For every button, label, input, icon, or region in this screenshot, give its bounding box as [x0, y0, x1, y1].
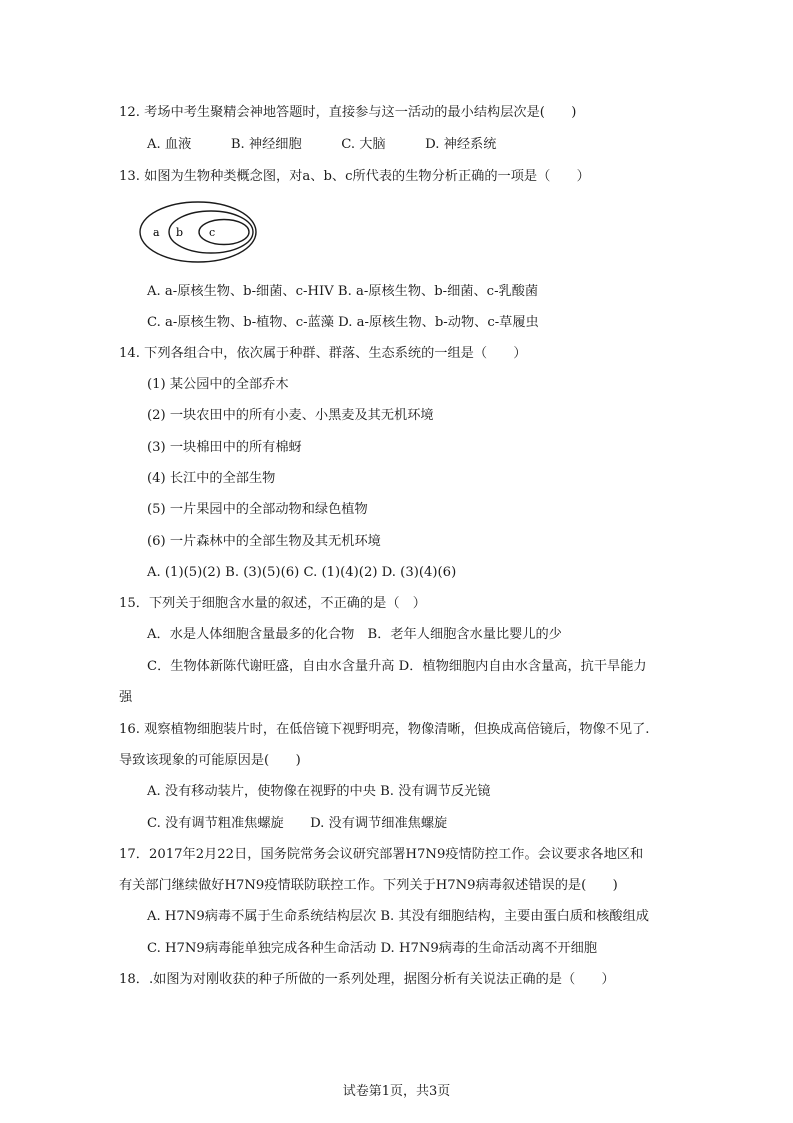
- q18-stem: 18．.如图为对刚收获的种子所做的一系列处理，据图分析有关说法正确的是（ ）: [119, 972, 615, 987]
- label-b: b: [176, 226, 184, 239]
- q17-stem-line-2: 有关部门继续做好H7N9疫情联防联控工作。下列关于H7N9病毒叙述错误的是( ): [119, 878, 618, 893]
- q14-item: (5) 一片果园中的全部动物和绿色植物: [147, 502, 368, 517]
- q16-option-line-1: A. 没有移动装片，使物像在视野的中央 B. 没有调节反光镜: [147, 784, 491, 799]
- q12-stem: 12. 考场中考生聚精会神地答题时，直接参与这一活动的最小结构层次是( ): [119, 105, 577, 120]
- q13-stem: 13. 如图为生物种类概念图，对a、b、c所代表的生物分析正确的一项是（ ）: [119, 169, 590, 184]
- q17-option-line-1: A. H7N9病毒不属于生命系统结构层次 B. 其没有细胞结构，主要由蛋白质和核酸组成: [147, 909, 649, 924]
- label-c: c: [209, 226, 216, 239]
- q14-options: A. (1)(5)(2) B. (3)(5)(6) C. (1)(4)(2) D. (3)(4)(6): [147, 565, 457, 580]
- q14-item: (2) 一块农田中的所有小麦、小黑麦及其无机环境: [147, 408, 434, 423]
- q17-option-line-2: C. H7N9病毒能单独完成各种生命活动 D. H7N9病毒的生命活动离不开细胞: [147, 941, 598, 956]
- q14-item: (3) 一块棉田中的所有棉蚜: [147, 440, 302, 455]
- q17-stem-line-1: 17．2017年2月22日，国务院常务会议研究部署H7N9疫情防控工作。会议要求各地区和: [119, 847, 644, 862]
- q15-stem: 15．下列关于细胞含水量的叙述，不正确的是（ ）: [119, 596, 426, 611]
- q15-option-line-1: A．水是人体细胞含量最多的化合物 B．老年人细胞含水量比婴儿的少: [147, 627, 562, 642]
- q15-option-line-2: C．生物体新陈代谢旺盛，自由水含量升高 D．植物细胞内自由水含量高，抗干旱能力: [147, 659, 647, 674]
- q14-item: (1) 某公园中的全部乔木: [147, 377, 289, 392]
- q14-item: (4) 长江中的全部生物: [147, 471, 276, 486]
- q16-option-line-2: C. 没有调节粗准焦螺旋 D. 没有调节细准焦螺旋: [147, 816, 448, 831]
- q16-stem-line-2: 导致该现象的可能原因是( ): [119, 753, 301, 768]
- q15-option-line-3: 强: [119, 690, 133, 705]
- concept-diagram: [138, 199, 258, 265]
- q13-option-line-1: A. a-原核生物、b-细菌、c-HIV B. a-原核生物、b-细菌、c-乳酸菌: [147, 284, 539, 299]
- page-footer: 试卷第1页，共3页: [342, 1084, 451, 1099]
- q14-stem: 14. 下列各组合中，依次属于种群、群落、生态系统的一组是（ ）: [119, 346, 527, 361]
- label-a: a: [153, 226, 160, 239]
- q16-stem-line-1: 16. 观察植物细胞装片时，在低倍镜下视野明亮，物像清晰，但换成高倍镜后，物像不见了.: [119, 722, 650, 737]
- q13-option-line-2: C. a-原核生物、b-植物、c-蓝藻 D. a-原核生物、b-动物、c-草履虫: [147, 315, 539, 330]
- ellipse-c: [199, 220, 249, 245]
- q12-options: A. 血液 B. 神经细胞 C. 大脑 D. 神经系统: [147, 137, 497, 152]
- q14-item: (6) 一片森林中的全部生物及其无机环境: [147, 534, 381, 549]
